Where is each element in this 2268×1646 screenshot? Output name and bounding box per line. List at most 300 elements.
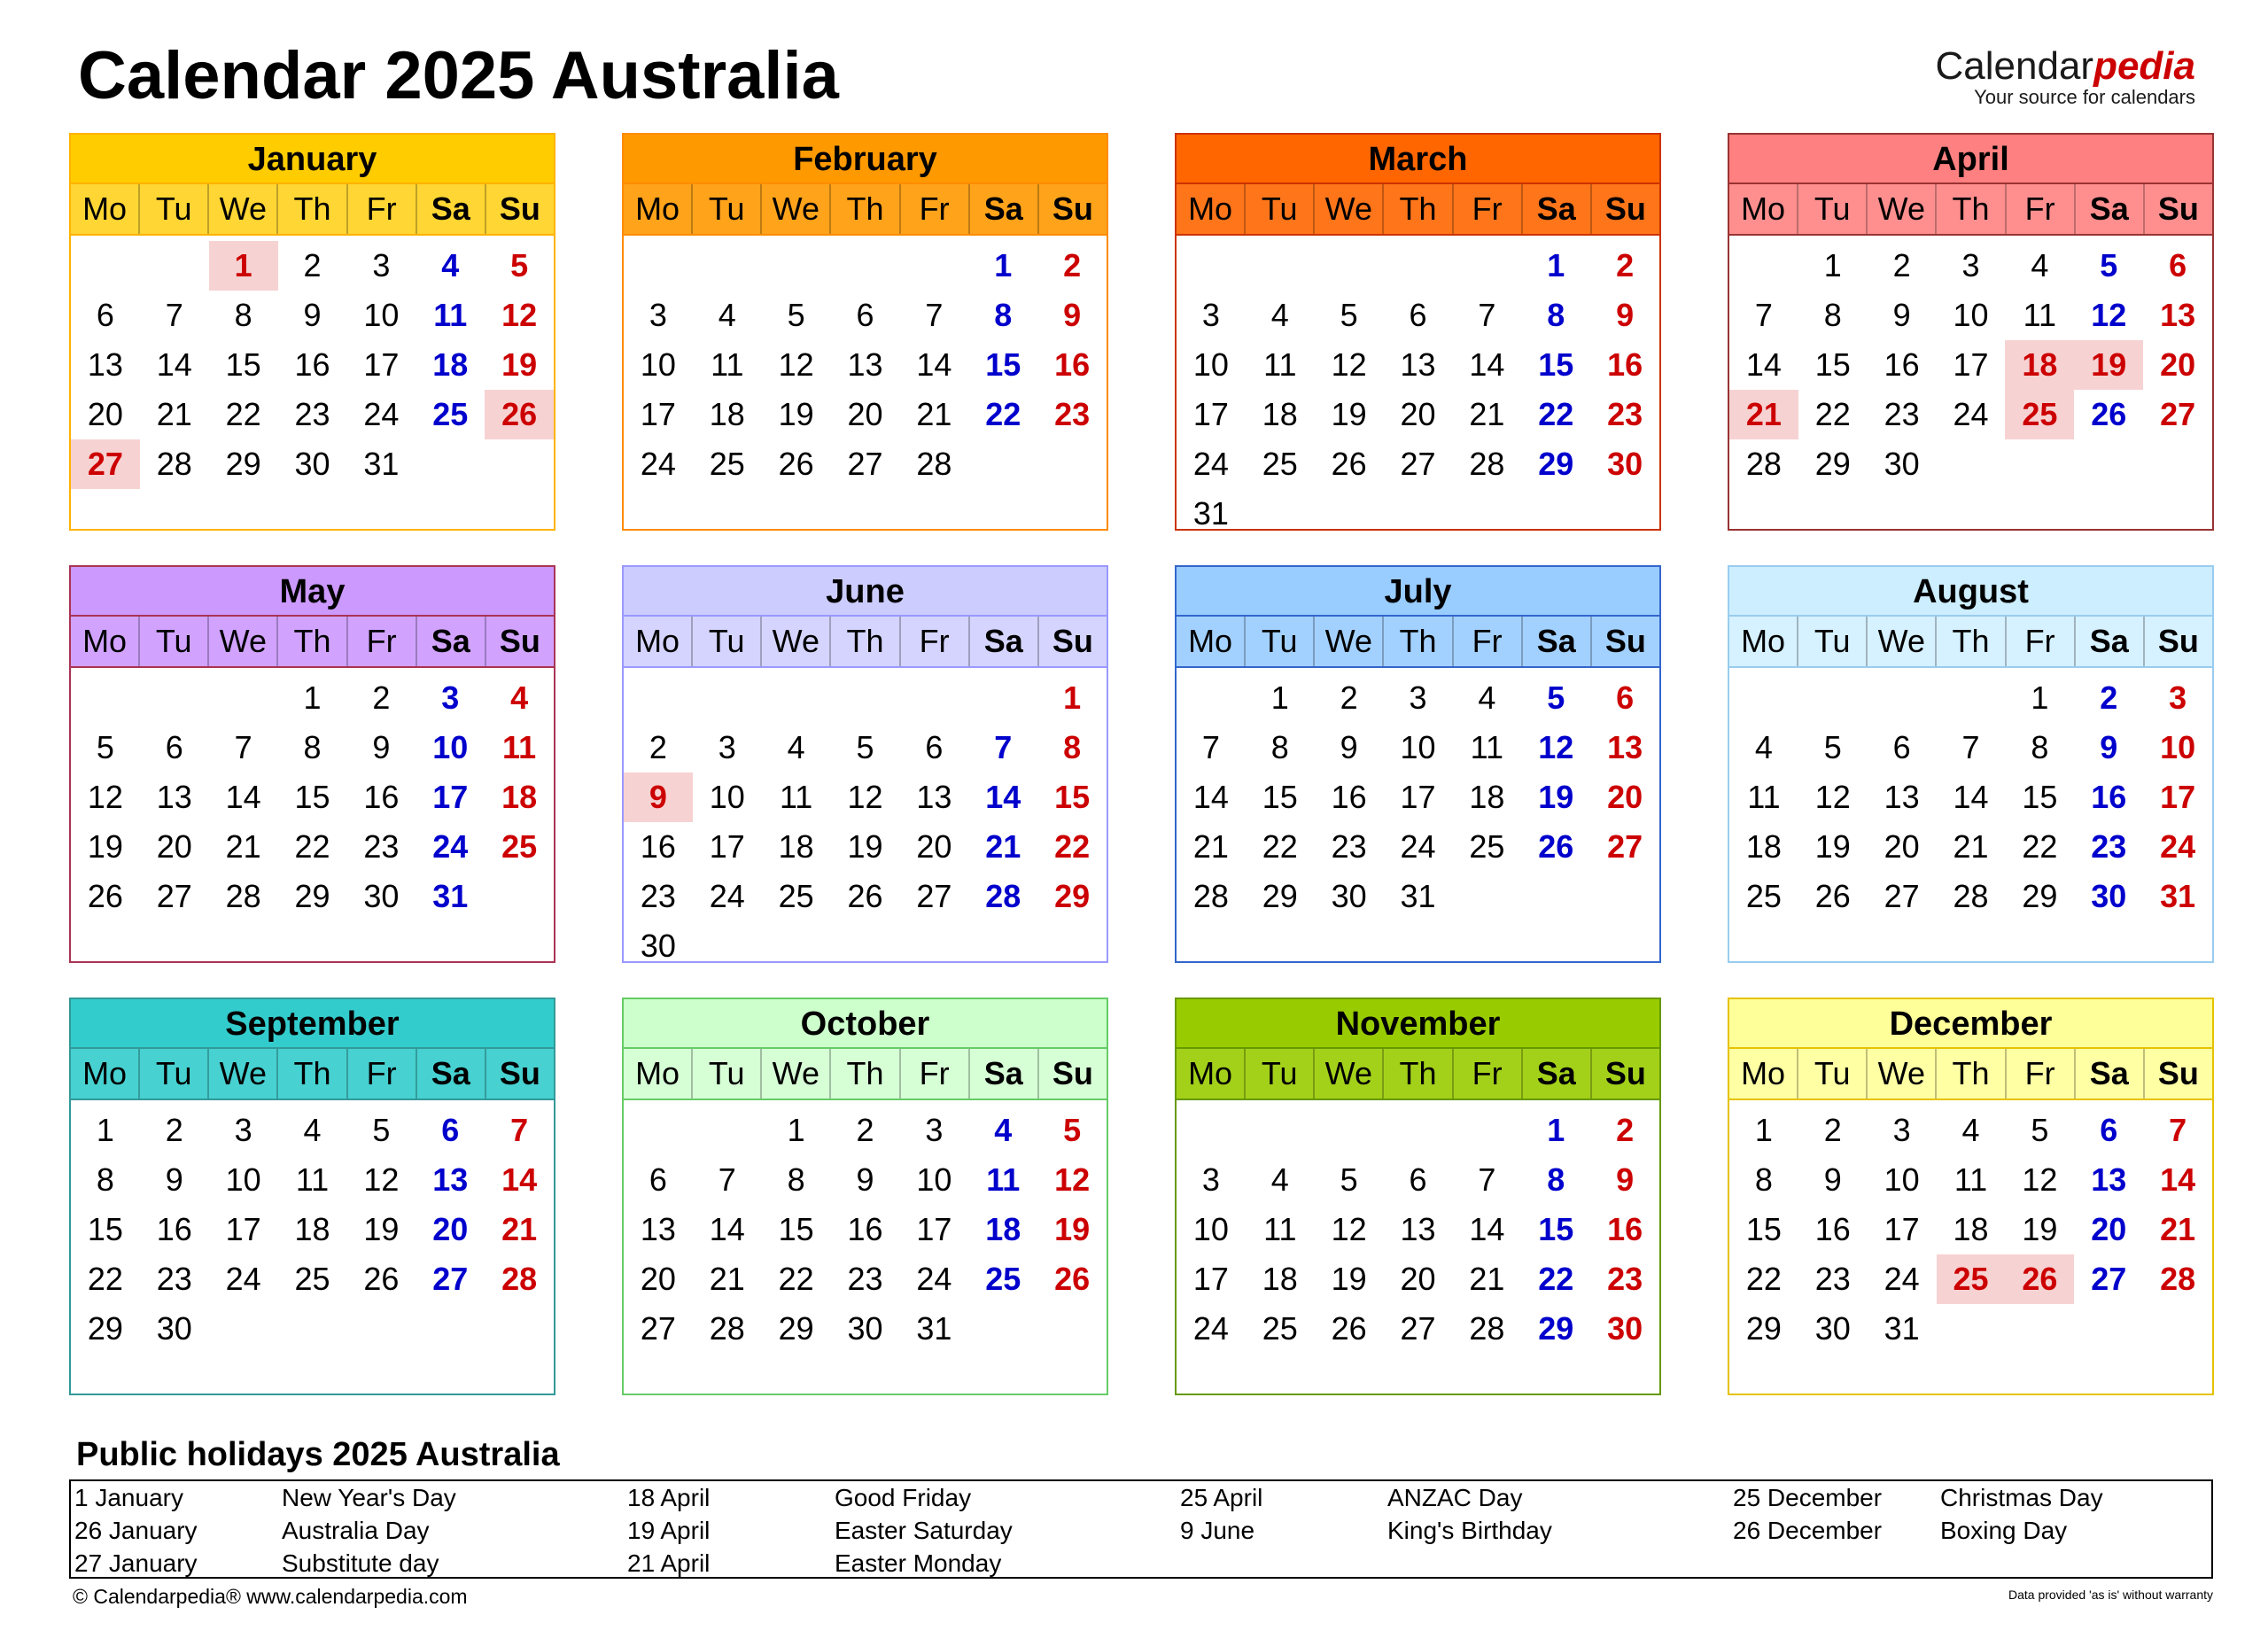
week-row (1729, 723, 2212, 773)
week-row (1729, 773, 2212, 822)
empty-day-cell (1315, 1106, 1384, 1155)
holiday-date: 25 April (1180, 1484, 1263, 1511)
week-row (624, 921, 1107, 971)
day-cell: 15 (1538, 346, 1574, 383)
day-cell: 6 (2169, 247, 2187, 283)
day-cell: 9 (1616, 1161, 1635, 1198)
day-cell: 21 (985, 828, 1021, 865)
day-cell: 9 (624, 773, 693, 822)
day-cell: 19 (847, 828, 883, 865)
day-cell: 3 (441, 679, 460, 716)
day-cell: 11 (1263, 1211, 1297, 1247)
empty-day-cell (1868, 673, 1937, 723)
day-cell: 21 (2160, 1211, 2196, 1247)
month-11 (1728, 998, 2214, 1395)
day-cell: 10 (916, 1161, 952, 1198)
day-cell: 18 (2005, 340, 2074, 390)
day-cell: 20 (432, 1211, 469, 1247)
day-cell: 18 (1469, 779, 1505, 815)
day-cell: 3 (1409, 679, 1427, 716)
day-cell: 14 (501, 1161, 538, 1198)
month-name: October (624, 999, 1107, 1049)
day-cell: 22 (1814, 396, 1851, 432)
day-cell: 23 (640, 878, 676, 914)
day-cell: 2 (372, 679, 391, 716)
weekday-label: Sa (968, 617, 1037, 666)
day-cell: 15 (2022, 779, 2058, 815)
day-cell: 10 (225, 1161, 261, 1198)
weekday-header-row (71, 1049, 554, 1100)
day-cell: 26 (1538, 828, 1574, 865)
week-row (624, 1304, 1107, 1354)
day-cell: 30 (294, 446, 330, 482)
brand-name-main: Calendar (1935, 44, 2094, 88)
day-cell: 2 (1340, 679, 1358, 716)
day-cell: 24 (363, 396, 400, 432)
day-cell: 5 (2031, 1112, 2049, 1148)
day-cell: 19 (87, 828, 123, 865)
day-cell: 10 (640, 346, 676, 383)
week-row (1729, 241, 2212, 291)
day-cell: 25 (294, 1261, 330, 1297)
day-cell: 23 (1884, 396, 1920, 432)
empty-day-cell (71, 673, 140, 723)
empty-day-cell (762, 673, 831, 723)
weekday-header-row (1729, 1049, 2212, 1100)
day-cell: 9 (1892, 297, 1911, 333)
day-cell: 17 (432, 779, 469, 815)
week-row (624, 1205, 1107, 1254)
weekday-label: Su (1590, 184, 1659, 234)
brand-tagline: Your source for calendars (1974, 86, 2195, 108)
empty-day-cell (968, 1304, 1037, 1354)
day-cell: 26 (1331, 1310, 1367, 1347)
day-cell: 2 (165, 1112, 183, 1148)
day-cell: 7 (165, 297, 183, 333)
day-cell: 15 (778, 1211, 814, 1247)
day-cell: 31 (2160, 878, 2196, 914)
empty-day-cell (1729, 241, 1798, 291)
empty-day-cell (624, 673, 693, 723)
week-row (1729, 1155, 2212, 1205)
day-cell: 6 (441, 1112, 460, 1148)
day-cell: 28 (709, 1310, 745, 1347)
day-cell: 24 (1192, 446, 1229, 482)
empty-day-cell (693, 921, 762, 971)
day-cell: 26 (1054, 1261, 1091, 1297)
month-3 (1728, 133, 2214, 531)
day-cell: 13 (847, 346, 883, 383)
empty-day-cell (2143, 1304, 2212, 1354)
empty-day-cell (1315, 489, 1384, 539)
weekday-label: Mo (82, 1055, 128, 1091)
day-cell: 29 (225, 446, 261, 482)
day-cell: 10 (432, 729, 469, 765)
day-cell: 9 (1063, 297, 1082, 333)
week-row (1729, 1106, 2212, 1155)
week-row (1177, 1254, 1659, 1304)
day-cell: 28 (1953, 878, 1989, 914)
day-cell: 24 (2160, 828, 2196, 865)
day-cell: 20 (1400, 396, 1436, 432)
week-row (71, 1155, 554, 1205)
weekday-label: Su (485, 1049, 554, 1099)
week-row (1177, 1205, 1659, 1254)
empty-day-cell (1246, 241, 1315, 291)
holiday-date: 9 June (1180, 1517, 1255, 1544)
month-name: August (1729, 567, 2212, 617)
day-cell: 2 (303, 247, 322, 283)
empty-day-cell (278, 1304, 347, 1354)
day-cell: 12 (501, 297, 538, 333)
month-name: May (71, 567, 554, 617)
empty-day-cell (1452, 872, 1521, 921)
holidays-title: Public holidays 2025 Australia (76, 1436, 560, 1473)
empty-day-cell (485, 1304, 554, 1354)
day-cell: 18 (709, 396, 745, 432)
day-cell: 29 (1745, 1310, 1782, 1347)
day-cell: 12 (2022, 1161, 2058, 1198)
day-cell: 15 (1745, 1211, 1782, 1247)
week-row (1729, 1205, 2212, 1254)
day-cell: 13 (1400, 346, 1436, 383)
day-cell: 10 (1192, 1211, 1229, 1247)
day-cell: 6 (925, 729, 944, 765)
empty-day-cell (1590, 872, 1659, 921)
empty-day-cell (1037, 1304, 1107, 1354)
day-cell: 15 (985, 346, 1021, 383)
week-row (71, 439, 554, 489)
weekday-label: Su (1037, 1049, 1107, 1099)
day-cell: 16 (1607, 1211, 1643, 1247)
week-row (1177, 489, 1659, 539)
day-cell: 13 (640, 1211, 676, 1247)
day-cell: 27 (847, 446, 883, 482)
weekday-label: Th (829, 1049, 898, 1099)
day-cell: 5 (1340, 297, 1358, 333)
weekday-label: We (760, 1049, 829, 1099)
day-cell: 28 (985, 878, 1021, 914)
empty-day-cell (968, 921, 1037, 971)
day-cell: 30 (1607, 446, 1643, 482)
day-cell: 27 (1400, 1310, 1436, 1347)
day-cell: 8 (96, 1161, 114, 1198)
day-cell: 28 (1469, 1310, 1505, 1347)
weekday-header-row (624, 184, 1107, 236)
empty-day-cell (140, 241, 209, 291)
empty-day-cell (1729, 673, 1798, 723)
day-cell: 21 (501, 1211, 538, 1247)
week-row (624, 291, 1107, 340)
week-row (71, 291, 554, 340)
week-row (1177, 291, 1659, 340)
day-cell: 20 (2160, 346, 2196, 383)
day-cell: 4 (1478, 679, 1496, 716)
weekday-label: Mo (82, 623, 128, 659)
month-7 (1728, 565, 2214, 963)
day-cell: 19 (1331, 396, 1367, 432)
weekday-label: We (1313, 184, 1382, 234)
holiday-name: Easter Monday (835, 1549, 1002, 1577)
empty-day-cell (1384, 489, 1453, 539)
week-row (71, 822, 554, 872)
day-cell: 18 (294, 1211, 330, 1247)
weekday-label: Su (1037, 184, 1107, 234)
day-cell: 26 (2005, 1254, 2074, 1304)
weekday-label: Fr (1452, 617, 1521, 666)
day-cell: 30 (1884, 446, 1920, 482)
day-cell: 3 (2169, 679, 2187, 716)
day-cell: 7 (1478, 297, 1496, 333)
holiday-name: Christmas Day (1940, 1484, 2103, 1511)
day-cell: 1 (209, 241, 278, 291)
day-cell: 25 (1262, 1310, 1298, 1347)
day-cell: 6 (1409, 1161, 1427, 1198)
empty-day-cell (1798, 673, 1868, 723)
day-cell: 4 (510, 679, 529, 716)
day-cell: 7 (510, 1112, 529, 1148)
day-cell: 24 (225, 1261, 261, 1297)
day-cell: 17 (2160, 779, 2196, 815)
day-cell: 16 (640, 828, 676, 865)
day-cell: 31 (363, 446, 400, 482)
day-cell: 17 (1953, 346, 1989, 383)
empty-day-cell (1315, 241, 1384, 291)
day-cell: 14 (1745, 346, 1782, 383)
weekday-label: Sa (968, 1049, 1037, 1099)
weekday-label: Tu (1244, 184, 1313, 234)
day-cell: 8 (1063, 729, 1082, 765)
day-cell: 29 (1262, 878, 1298, 914)
day-cell: 8 (1547, 297, 1565, 333)
day-cell: 7 (718, 1161, 736, 1198)
day-cell: 12 (363, 1161, 400, 1198)
weekday-label: We (1866, 184, 1935, 234)
day-cell: 7 (1754, 297, 1773, 333)
day-cell: 5 (787, 297, 805, 333)
weekday-label: Sa (1521, 617, 1590, 666)
day-cell: 8 (994, 297, 1013, 333)
empty-day-cell (209, 673, 278, 723)
day-cell: 10 (2160, 729, 2196, 765)
day-cell: 2 (1892, 247, 1911, 283)
day-cell: 19 (1538, 779, 1574, 815)
day-cell: 1 (1547, 247, 1565, 283)
day-cell: 16 (1331, 779, 1367, 815)
weekday-label: Sa (416, 184, 485, 234)
weekday-label: Mo (635, 1055, 680, 1091)
holiday-name: Boxing Day (1940, 1517, 2068, 1544)
empty-day-cell (1452, 489, 1521, 539)
day-cell: 9 (2100, 729, 2118, 765)
weekday-label: Fr (2005, 617, 2074, 666)
day-cell: 28 (1192, 878, 1229, 914)
day-cell: 25 (2005, 390, 2074, 439)
day-cell: 21 (225, 828, 261, 865)
day-cell: 8 (234, 297, 252, 333)
day-cell: 16 (294, 346, 330, 383)
day-cell: 31 (916, 1310, 952, 1347)
day-cell: 20 (1607, 779, 1643, 815)
day-cell: 14 (1469, 1211, 1505, 1247)
day-cell: 4 (1270, 1161, 1289, 1198)
day-cell: 2 (1616, 1112, 1635, 1148)
day-cell: 20 (916, 828, 952, 865)
week-row (1177, 439, 1659, 489)
day-cell: 12 (847, 779, 883, 815)
day-cell: 1 (787, 1112, 805, 1148)
day-cell: 9 (1823, 1161, 1842, 1198)
empty-day-cell (1452, 241, 1521, 291)
weekday-label: We (1313, 617, 1382, 666)
day-cell: 3 (1892, 1112, 1911, 1148)
week-row (71, 1304, 554, 1354)
day-cell: 6 (2100, 1112, 2118, 1148)
day-cell: 22 (1262, 828, 1298, 865)
month-name: November (1177, 999, 1659, 1049)
day-cell: 26 (1331, 446, 1367, 482)
empty-day-cell (71, 241, 140, 291)
month-6 (1175, 565, 1661, 963)
day-cell: 12 (1538, 729, 1574, 765)
day-cell: 4 (787, 729, 805, 765)
day-cell: 12 (1814, 779, 1851, 815)
day-cell: 13 (1884, 779, 1920, 815)
day-grid (71, 1100, 554, 1354)
day-cell: 26 (485, 390, 554, 439)
day-cell: 11 (295, 1161, 330, 1198)
weekday-label: We (207, 184, 276, 234)
weekday-label: Fr (899, 1049, 968, 1099)
day-cell: 1 (1063, 679, 1082, 716)
empty-day-cell (899, 921, 968, 971)
day-cell: 28 (225, 878, 261, 914)
day-cell: 4 (1961, 1112, 1980, 1148)
day-cell: 13 (1607, 729, 1643, 765)
empty-day-cell (1590, 489, 1659, 539)
day-cell: 5 (1340, 1161, 1358, 1198)
day-cell: 21 (1729, 390, 1798, 439)
day-cell: 2 (1616, 247, 1635, 283)
day-cell: 2 (856, 1112, 874, 1148)
empty-day-cell (1037, 921, 1107, 971)
empty-day-cell (899, 673, 968, 723)
holiday-row (71, 1547, 2211, 1580)
day-cell: 8 (303, 729, 322, 765)
day-cell: 27 (432, 1261, 469, 1297)
day-cell: 18 (1953, 1211, 1989, 1247)
day-cell: 17 (1884, 1211, 1920, 1247)
day-cell: 10 (1400, 729, 1436, 765)
month-5 (622, 565, 1108, 963)
weekday-label: Th (276, 1049, 346, 1099)
day-cell: 18 (778, 828, 814, 865)
day-cell: 23 (294, 396, 330, 432)
day-cell: 26 (778, 446, 814, 482)
month-1 (622, 133, 1108, 531)
empty-day-cell (1937, 439, 2006, 489)
holiday-date: 18 April (627, 1484, 711, 1511)
weekday-label: Fr (346, 617, 416, 666)
week-row (624, 1155, 1107, 1205)
week-row (71, 1254, 554, 1304)
empty-day-cell (1177, 673, 1246, 723)
day-cell: 17 (1192, 1261, 1229, 1297)
week-row (1729, 872, 2212, 921)
day-cell: 19 (2022, 1211, 2058, 1247)
day-cell: 7 (994, 729, 1013, 765)
day-cell: 7 (1201, 729, 1220, 765)
day-cell: 16 (847, 1211, 883, 1247)
day-cell: 22 (225, 396, 261, 432)
month-name: December (1729, 999, 2212, 1049)
day-cell: 28 (2160, 1261, 2196, 1297)
day-cell: 5 (510, 247, 529, 283)
empty-day-cell (1521, 489, 1590, 539)
weekday-label: Mo (1741, 1055, 1786, 1091)
day-cell: 13 (156, 779, 192, 815)
weekday-label: Sa (1521, 184, 1590, 234)
week-row (624, 1106, 1107, 1155)
day-cell: 6 (856, 297, 874, 333)
day-cell: 20 (156, 828, 192, 865)
day-cell: 22 (294, 828, 330, 865)
day-cell: 25 (1262, 446, 1298, 482)
day-cell: 31 (432, 878, 469, 914)
day-cell: 20 (1400, 1261, 1436, 1297)
week-row (1729, 1304, 2212, 1354)
day-cell: 18 (432, 346, 469, 383)
day-cell: 25 (1937, 1254, 2006, 1304)
day-cell: 5 (2100, 247, 2118, 283)
weekday-label: Tu (691, 1049, 760, 1099)
weekday-header-row (1177, 184, 1659, 236)
day-cell: 3 (234, 1112, 252, 1148)
weekday-label: Su (2143, 1049, 2212, 1099)
day-cell: 19 (1054, 1211, 1091, 1247)
day-cell: 13 (2091, 1161, 2127, 1198)
week-row (1729, 1254, 2212, 1304)
day-cell: 6 (1409, 297, 1427, 333)
day-cell: 5 (1823, 729, 1842, 765)
day-cell: 10 (709, 779, 745, 815)
day-cell: 11 (711, 346, 744, 383)
day-cell: 30 (363, 878, 400, 914)
day-cell: 27 (1607, 828, 1643, 865)
weekday-header-row (71, 184, 554, 236)
day-cell: 14 (225, 779, 261, 815)
day-cell: 26 (1814, 878, 1851, 914)
empty-day-cell (831, 241, 900, 291)
day-cell: 16 (1054, 346, 1091, 383)
empty-day-cell (1177, 241, 1246, 291)
day-cell: 11 (433, 297, 468, 333)
weekday-label: Mo (635, 623, 680, 659)
empty-day-cell (1937, 1304, 2006, 1354)
day-cell: 4 (1270, 297, 1289, 333)
day-cell: 24 (1192, 1310, 1229, 1347)
day-cell: 29 (1814, 446, 1851, 482)
empty-day-cell (1246, 489, 1315, 539)
day-grid (624, 1100, 1107, 1354)
weekday-label: Fr (899, 617, 968, 666)
day-cell: 27 (2091, 1261, 2127, 1297)
week-row (1177, 1106, 1659, 1155)
day-cell: 23 (1814, 1261, 1851, 1297)
weekday-label: Fr (899, 184, 968, 234)
day-cell: 8 (1754, 1161, 1773, 1198)
day-cell: 17 (1400, 779, 1436, 815)
